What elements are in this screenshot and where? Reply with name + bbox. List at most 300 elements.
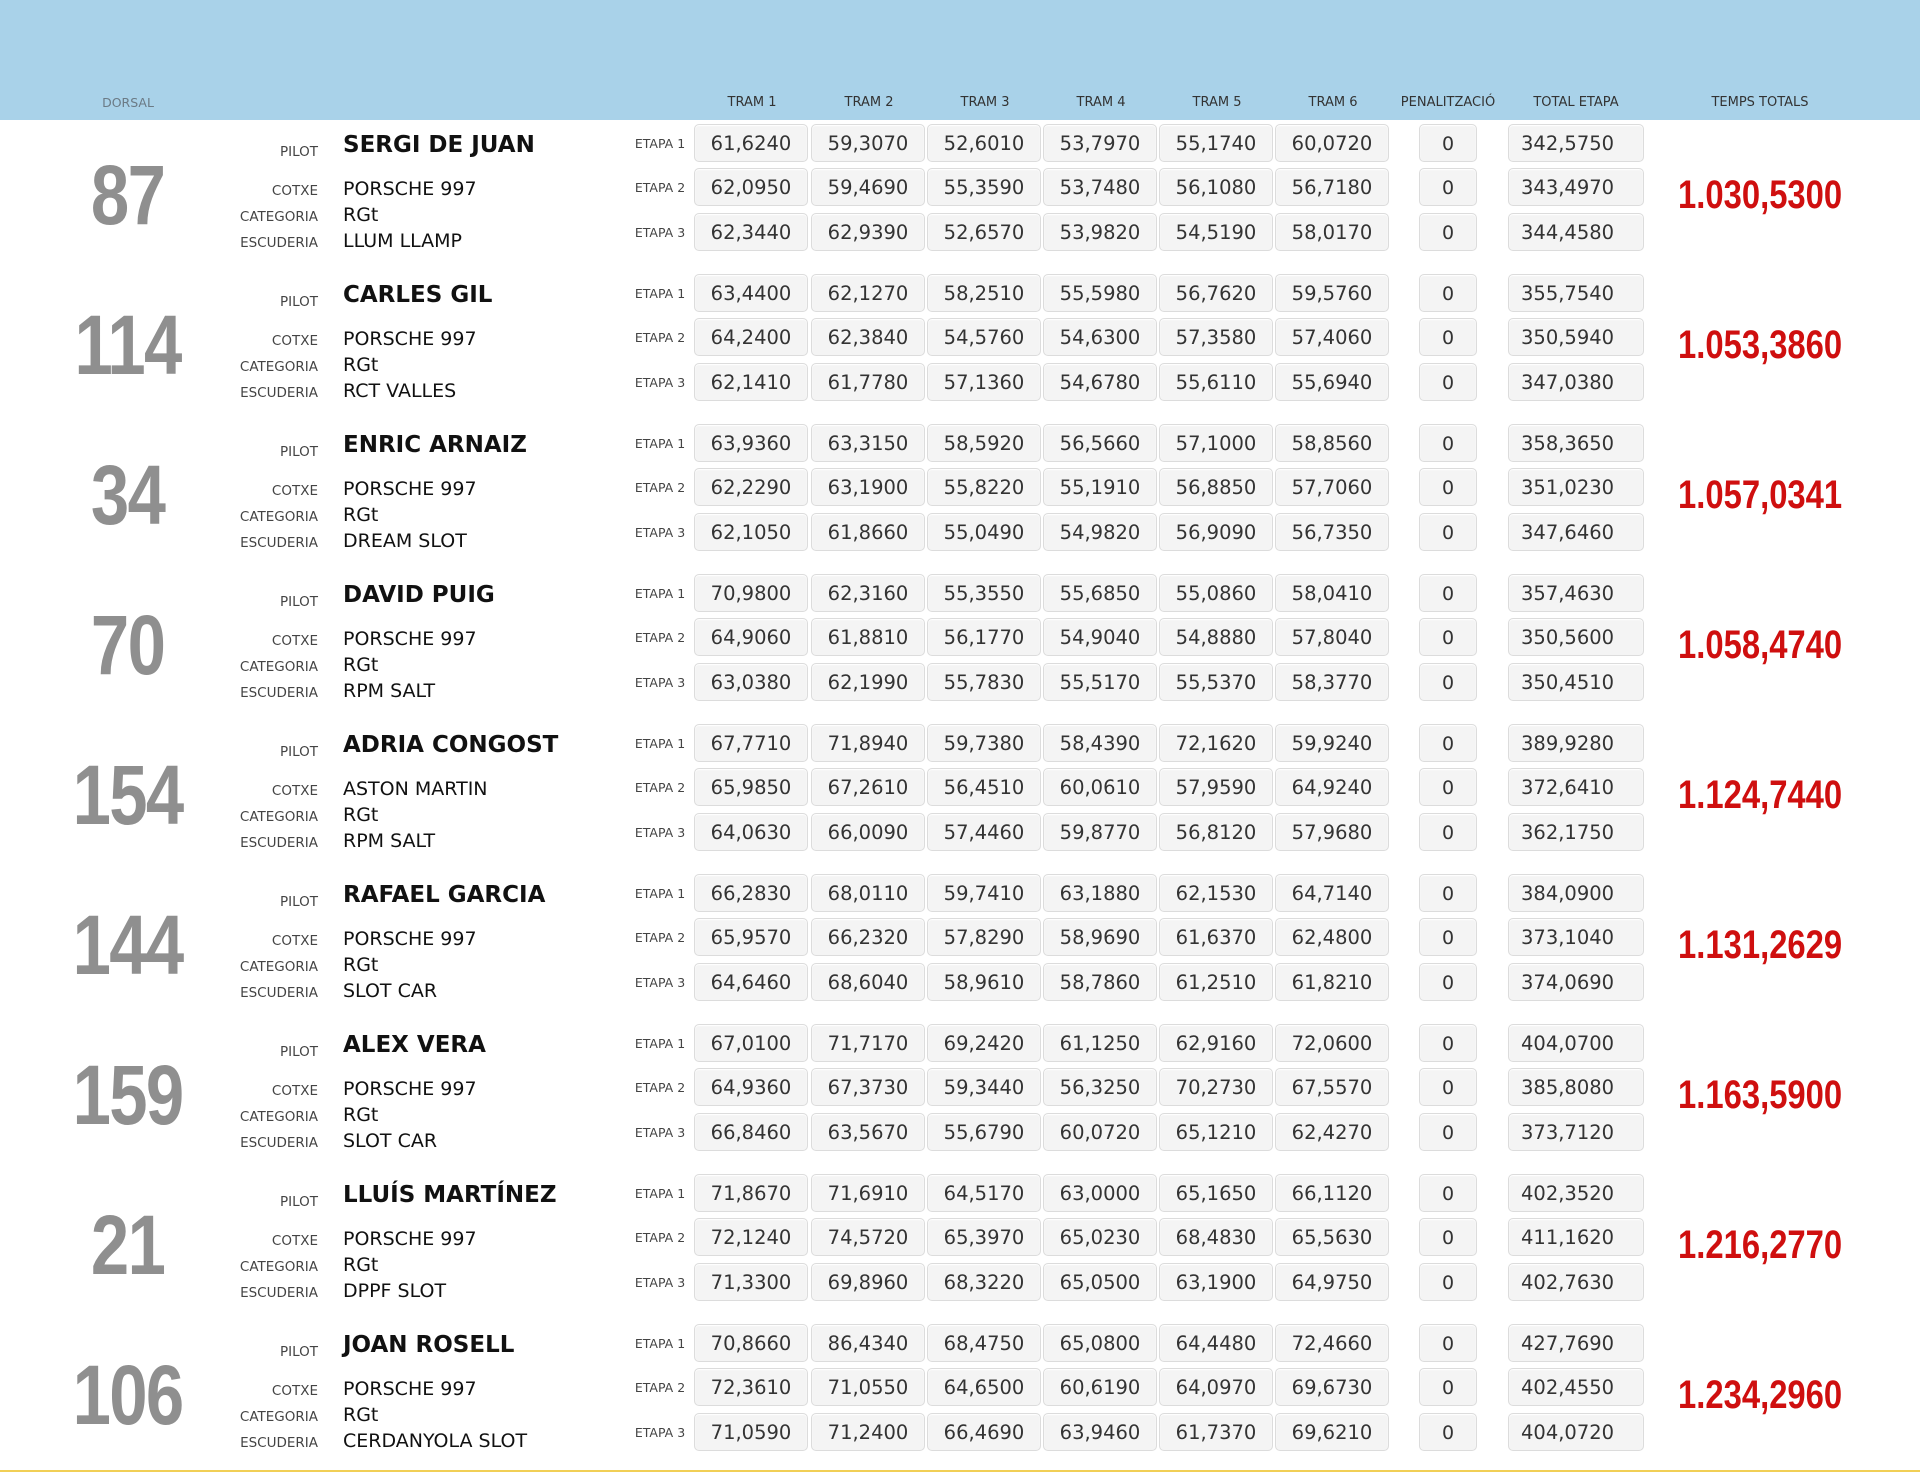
stage-total-cell: 402,4550 [1508,1368,1644,1406]
tram-time-cell: 61,8660 [811,513,925,551]
tram-time-cell: 67,3730 [811,1068,925,1106]
tram-time-cell: 57,1000 [1159,424,1273,462]
tram-time-cell: 57,4460 [927,813,1041,851]
tram-time-cell: 62,0950 [694,168,808,206]
header-tram-4: TRAM 4 [1076,95,1126,110]
etapa-label: ETAPA 1 [634,736,686,751]
penalty-cell: 0 [1419,1024,1477,1062]
tram-time-cell: 55,5980 [1043,274,1157,312]
penalty-cell: 0 [1419,724,1477,762]
tram-time-cell: 64,6500 [927,1368,1041,1406]
stage-total-cell: 342,5750 [1508,124,1644,162]
etapa-label: ETAPA 1 [634,586,686,601]
penalty-cell: 0 [1419,618,1477,656]
stage-total-cell: 344,4580 [1508,213,1644,251]
categoria-label: CATEGORIA [239,809,318,825]
total-time: 1.058,4740 [1678,623,1843,667]
tram-time-cell: 64,4480 [1159,1324,1273,1362]
header-bar [0,0,1920,120]
categoria-label: CATEGORIA [239,209,318,225]
tram-time-cell: 58,0170 [1275,213,1389,251]
tram-time-cell: 67,0100 [694,1024,808,1062]
etapa-label: ETAPA 2 [634,180,686,195]
tram-time-cell: 64,6460 [694,963,808,1001]
tram-time-cell: 59,9240 [1275,724,1389,762]
dorsal-number: 159 [72,1048,183,1142]
tram-time-cell: 67,2610 [811,768,925,806]
pilot-name: CARLES GIL [343,282,493,308]
penalty-cell: 0 [1419,1218,1477,1256]
tram-time-cell: 61,7370 [1159,1413,1273,1451]
penalty-cell: 0 [1419,213,1477,251]
tram-time-cell: 65,0800 [1043,1324,1157,1362]
tram-time-cell: 56,9090 [1159,513,1273,551]
total-time: 1.053,3860 [1678,323,1843,367]
result-entry [0,570,1920,722]
penalty-cell: 0 [1419,918,1477,956]
penalty-cell: 0 [1419,363,1477,401]
tram-time-cell: 64,2400 [694,318,808,356]
tram-time-cell: 55,0490 [927,513,1041,551]
cotxe-label: COTXE [271,333,318,349]
tram-time-cell: 63,1900 [811,468,925,506]
stage-total-cell: 404,0700 [1508,1024,1644,1062]
tram-time-cell: 58,3770 [1275,663,1389,701]
dorsal-number: 70 [90,598,165,692]
categoria-label: CATEGORIA [239,1409,318,1425]
categoria-value: RGt [343,1104,379,1126]
tram-time-cell: 59,7410 [927,874,1041,912]
tram-time-cell: 59,3070 [811,124,925,162]
total-time: 1.124,7440 [1678,773,1843,817]
tram-time-cell: 67,7710 [694,724,808,762]
tram-time-cell: 64,0970 [1159,1368,1273,1406]
penalty-cell: 0 [1419,424,1477,462]
tram-time-cell: 63,0000 [1043,1174,1157,1212]
cotxe-label: COTXE [271,1383,318,1399]
etapa-label: ETAPA 2 [634,1080,686,1095]
tram-time-cell: 63,9460 [1043,1413,1157,1451]
escuderia-value: SLOT CAR [343,1130,438,1152]
pilot-name: JOAN ROSELL [343,1332,515,1358]
cotxe-value: PORSCHE 997 [343,328,477,350]
tram-time-cell: 55,5170 [1043,663,1157,701]
escuderia-label: ESCUDERIA [240,1135,318,1151]
tram-time-cell: 54,5760 [927,318,1041,356]
tram-time-cell: 63,5670 [811,1113,925,1151]
tram-time-cell: 57,9590 [1159,768,1273,806]
escuderia-label: ESCUDERIA [240,1435,318,1451]
dorsal-number: 106 [72,1348,183,1442]
tram-time-cell: 55,8220 [927,468,1041,506]
dorsal-number: 154 [72,748,183,842]
tram-time-cell: 69,2420 [927,1024,1041,1062]
tram-time-cell: 70,8660 [694,1324,808,1362]
tram-time-cell: 57,4060 [1275,318,1389,356]
cotxe-value: PORSCHE 997 [343,1378,477,1400]
tram-time-cell: 62,1050 [694,513,808,551]
tram-time-cell: 66,4690 [927,1413,1041,1451]
tram-time-cell: 55,0860 [1159,574,1273,612]
stage-total-cell: 362,1750 [1508,813,1644,851]
pilot-label: PILOT [279,1194,318,1210]
cotxe-label: COTXE [271,1233,318,1249]
tram-time-cell: 56,8120 [1159,813,1273,851]
total-time: 1.030,5300 [1678,173,1843,217]
penalty-cell: 0 [1419,813,1477,851]
tram-time-cell: 61,8810 [811,618,925,656]
categoria-value: RGt [343,354,379,376]
tram-time-cell: 65,0500 [1043,1263,1157,1301]
etapa-label: ETAPA 1 [634,1036,686,1051]
tram-time-cell: 55,6850 [1043,574,1157,612]
stage-total-cell: 402,3520 [1508,1174,1644,1212]
cotxe-label: COTXE [271,633,318,649]
header-total-etapa: TOTAL ETAPA [1533,95,1619,110]
escuderia-label: ESCUDERIA [240,985,318,1001]
stage-total-cell: 374,0690 [1508,963,1644,1001]
tram-time-cell: 61,8210 [1275,963,1389,1001]
header-tram-3: TRAM 3 [960,95,1010,110]
tram-time-cell: 54,6300 [1043,318,1157,356]
escuderia-label: ESCUDERIA [240,535,318,551]
categoria-value: RGt [343,1254,379,1276]
etapa-label: ETAPA 3 [634,1425,686,1440]
result-entry [0,1320,1920,1472]
tram-time-cell: 62,4270 [1275,1113,1389,1151]
tram-time-cell: 56,7620 [1159,274,1273,312]
etapa-label: ETAPA 3 [634,675,686,690]
penalty-cell: 0 [1419,1263,1477,1301]
tram-time-cell: 69,8960 [811,1263,925,1301]
penalty-cell: 0 [1419,1174,1477,1212]
etapa-label: ETAPA 1 [634,1186,686,1201]
categoria-label: CATEGORIA [239,1109,318,1125]
tram-time-cell: 62,1410 [694,363,808,401]
stage-total-cell: 404,0720 [1508,1413,1644,1451]
etapa-label: ETAPA 2 [634,1380,686,1395]
tram-time-cell: 56,7180 [1275,168,1389,206]
categoria-value: RGt [343,504,379,526]
tram-time-cell: 60,0720 [1043,1113,1157,1151]
tram-time-cell: 71,6910 [811,1174,925,1212]
tram-time-cell: 55,1740 [1159,124,1273,162]
tram-time-cell: 62,3440 [694,213,808,251]
stage-total-cell: 384,0900 [1508,874,1644,912]
cotxe-value: PORSCHE 997 [343,1228,477,1250]
etapa-label: ETAPA 1 [634,136,686,151]
etapa-label: ETAPA 1 [634,286,686,301]
penalty-cell: 0 [1419,468,1477,506]
etapa-label: ETAPA 3 [634,1125,686,1140]
penalty-cell: 0 [1419,1324,1477,1362]
result-entry [0,870,1920,1022]
escuderia-label: ESCUDERIA [240,835,318,851]
stage-total-cell: 347,6460 [1508,513,1644,551]
stage-total-cell: 343,4970 [1508,168,1644,206]
tram-time-cell: 71,7170 [811,1024,925,1062]
tram-time-cell: 58,2510 [927,274,1041,312]
tram-time-cell: 59,4690 [811,168,925,206]
header-tram-1: TRAM 1 [727,95,777,110]
tram-time-cell: 63,1880 [1043,874,1157,912]
cotxe-label: COTXE [271,1083,318,1099]
total-time: 1.163,5900 [1678,1073,1843,1117]
pilot-label: PILOT [279,1044,318,1060]
tram-time-cell: 70,9800 [694,574,808,612]
tram-time-cell: 58,4390 [1043,724,1157,762]
pilot-name: DAVID PUIG [343,582,495,608]
etapa-label: ETAPA 3 [634,975,686,990]
tram-time-cell: 57,7060 [1275,468,1389,506]
penalty-cell: 0 [1419,768,1477,806]
tram-time-cell: 59,7380 [927,724,1041,762]
tram-time-cell: 71,0550 [811,1368,925,1406]
tram-time-cell: 54,9820 [1043,513,1157,551]
etapa-label: ETAPA 3 [634,1275,686,1290]
header-penalitzacio: PENALITZACIÓ [1400,95,1496,110]
categoria-value: RGt [343,1404,379,1426]
etapa-label: ETAPA 1 [634,886,686,901]
stage-total-cell: 350,4510 [1508,663,1644,701]
etapa-label: ETAPA 2 [634,630,686,645]
header-dorsal: DORSAL [102,95,154,110]
cotxe-value: PORSCHE 997 [343,1078,477,1100]
penalty-cell: 0 [1419,168,1477,206]
tram-time-cell: 64,9240 [1275,768,1389,806]
tram-time-cell: 67,5570 [1275,1068,1389,1106]
tram-time-cell: 55,7830 [927,663,1041,701]
tram-time-cell: 71,8940 [811,724,925,762]
pilot-name: RAFAEL GARCIA [343,882,546,908]
etapa-label: ETAPA 2 [634,930,686,945]
stage-total-cell: 355,7540 [1508,274,1644,312]
tram-time-cell: 62,1270 [811,274,925,312]
stage-total-cell: 389,9280 [1508,724,1644,762]
tram-time-cell: 72,0600 [1275,1024,1389,1062]
tram-time-cell: 53,7480 [1043,168,1157,206]
stage-total-cell: 351,0230 [1508,468,1644,506]
tram-time-cell: 72,1240 [694,1218,808,1256]
tram-time-cell: 68,0110 [811,874,925,912]
result-entry [0,420,1920,572]
pilot-label: PILOT [279,444,318,460]
penalty-cell: 0 [1419,574,1477,612]
dorsal-number: 34 [90,448,165,542]
dorsal-number: 21 [90,1198,165,1292]
tram-time-cell: 61,7780 [811,363,925,401]
categoria-value: RGt [343,654,379,676]
cotxe-label: COTXE [271,933,318,949]
tram-time-cell: 62,9390 [811,213,925,251]
escuderia-value: DPPF SLOT [343,1280,447,1302]
tram-time-cell: 63,0380 [694,663,808,701]
tram-time-cell: 58,0410 [1275,574,1389,612]
etapa-label: ETAPA 3 [634,225,686,240]
tram-time-cell: 68,4830 [1159,1218,1273,1256]
tram-time-cell: 57,1360 [927,363,1041,401]
tram-time-cell: 65,1650 [1159,1174,1273,1212]
categoria-label: CATEGORIA [239,659,318,675]
penalty-cell: 0 [1419,1113,1477,1151]
etapa-label: ETAPA 2 [634,780,686,795]
penalty-cell: 0 [1419,513,1477,551]
tram-time-cell: 55,6790 [927,1113,1041,1151]
tram-time-cell: 60,0720 [1275,124,1389,162]
tram-time-cell: 58,9610 [927,963,1041,1001]
tram-time-cell: 57,8290 [927,918,1041,956]
escuderia-value: RCT VALLES [343,380,457,402]
tram-time-cell: 54,6780 [1043,363,1157,401]
total-time: 1.131,2629 [1678,923,1843,967]
tram-time-cell: 72,4660 [1275,1324,1389,1362]
tram-time-cell: 61,1250 [1043,1024,1157,1062]
tram-time-cell: 65,0230 [1043,1218,1157,1256]
result-entry [0,1020,1920,1172]
etapa-label: ETAPA 3 [634,525,686,540]
stage-total-cell: 373,1040 [1508,918,1644,956]
tram-time-cell: 59,3440 [927,1068,1041,1106]
tram-time-cell: 71,2400 [811,1413,925,1451]
stage-total-cell: 427,7690 [1508,1324,1644,1362]
tram-time-cell: 62,3160 [811,574,925,612]
etapa-label: ETAPA 3 [634,825,686,840]
tram-time-cell: 62,4800 [1275,918,1389,956]
tram-time-cell: 60,0610 [1043,768,1157,806]
tram-time-cell: 56,1770 [927,618,1041,656]
total-time: 1.216,2770 [1678,1223,1843,1267]
penalty-cell: 0 [1419,1368,1477,1406]
tram-time-cell: 66,8460 [694,1113,808,1151]
penalty-cell: 0 [1419,1413,1477,1451]
pilot-name: ENRIC ARNAIZ [343,432,527,458]
tram-time-cell: 63,4400 [694,274,808,312]
escuderia-label: ESCUDERIA [240,235,318,251]
pilot-label: PILOT [279,294,318,310]
cotxe-value: PORSCHE 997 [343,928,477,950]
tram-time-cell: 71,0590 [694,1413,808,1451]
escuderia-value: CERDANYOLA SLOT [343,1430,528,1452]
escuderia-value: RPM SALT [343,680,436,702]
pilot-label: PILOT [279,594,318,610]
tram-time-cell: 65,9570 [694,918,808,956]
tram-time-cell: 58,9690 [1043,918,1157,956]
pilot-label: PILOT [279,144,318,160]
tram-time-cell: 86,4340 [811,1324,925,1362]
tram-time-cell: 71,8670 [694,1174,808,1212]
cotxe-value: PORSCHE 997 [343,478,477,500]
escuderia-value: SLOT CAR [343,980,438,1002]
penalty-cell: 0 [1419,318,1477,356]
tram-time-cell: 65,5630 [1275,1218,1389,1256]
header-tram-2: TRAM 2 [844,95,894,110]
tram-time-cell: 61,6240 [694,124,808,162]
etapa-label: ETAPA 2 [634,330,686,345]
stage-total-cell: 373,7120 [1508,1113,1644,1151]
pilot-name: ADRIA CONGOST [343,732,559,758]
tram-time-cell: 58,7860 [1043,963,1157,1001]
tram-time-cell: 58,8560 [1275,424,1389,462]
penalty-cell: 0 [1419,963,1477,1001]
tram-time-cell: 70,2730 [1159,1068,1273,1106]
stage-total-cell: 385,8080 [1508,1068,1644,1106]
tram-time-cell: 64,9750 [1275,1263,1389,1301]
tram-time-cell: 55,6110 [1159,363,1273,401]
tram-time-cell: 68,6040 [811,963,925,1001]
pilot-name: SERGI DE JUAN [343,132,535,158]
tram-time-cell: 55,3550 [927,574,1041,612]
tram-time-cell: 63,1900 [1159,1263,1273,1301]
cotxe-value: PORSCHE 997 [343,178,477,200]
tram-time-cell: 68,3220 [927,1263,1041,1301]
penalty-cell: 0 [1419,274,1477,312]
tram-time-cell: 64,9060 [694,618,808,656]
tram-time-cell: 57,9680 [1275,813,1389,851]
penalty-cell: 0 [1419,124,1477,162]
header-temps-totals: TEMPS TOTALS [1711,95,1809,110]
tram-time-cell: 65,1210 [1159,1113,1273,1151]
escuderia-value: LLUM LLAMP [343,230,463,252]
tram-time-cell: 69,6730 [1275,1368,1389,1406]
stage-total-cell: 411,1620 [1508,1218,1644,1256]
tram-time-cell: 55,3590 [927,168,1041,206]
tram-time-cell: 56,4510 [927,768,1041,806]
categoria-label: CATEGORIA [239,1259,318,1275]
tram-time-cell: 57,3580 [1159,318,1273,356]
cotxe-label: COTXE [271,483,318,499]
tram-time-cell: 55,1910 [1043,468,1157,506]
tram-time-cell: 69,6210 [1275,1413,1389,1451]
tram-time-cell: 62,3840 [811,318,925,356]
etapa-label: ETAPA 1 [634,1336,686,1351]
stage-total-cell: 402,7630 [1508,1263,1644,1301]
tram-time-cell: 71,3300 [694,1263,808,1301]
stage-total-cell: 350,5600 [1508,618,1644,656]
tram-time-cell: 64,0630 [694,813,808,851]
tram-time-cell: 55,5370 [1159,663,1273,701]
tram-time-cell: 66,0090 [811,813,925,851]
etapa-label: ETAPA 2 [634,1230,686,1245]
penalty-cell: 0 [1419,663,1477,701]
tram-time-cell: 66,2830 [694,874,808,912]
pilot-name: ALEX VERA [343,1032,486,1058]
cotxe-value: PORSCHE 997 [343,628,477,650]
categoria-value: RGt [343,954,379,976]
tram-time-cell: 65,3970 [927,1218,1041,1256]
total-time: 1.057,0341 [1678,473,1843,517]
result-entry [0,1170,1920,1322]
tram-time-cell: 59,8770 [1043,813,1157,851]
stage-total-cell: 350,5940 [1508,318,1644,356]
tram-time-cell: 66,2320 [811,918,925,956]
categoria-label: CATEGORIA [239,359,318,375]
penalty-cell: 0 [1419,874,1477,912]
tram-time-cell: 64,9360 [694,1068,808,1106]
cotxe-value: ASTON MARTIN [343,778,488,800]
tram-time-cell: 62,1990 [811,663,925,701]
pilot-label: PILOT [279,1344,318,1360]
tram-time-cell: 56,3250 [1043,1068,1157,1106]
categoria-value: RGt [343,804,379,826]
cotxe-label: COTXE [271,183,318,199]
tram-time-cell: 66,1120 [1275,1174,1389,1212]
categoria-label: CATEGORIA [239,959,318,975]
dorsal-number: 87 [90,148,165,242]
tram-time-cell: 62,1530 [1159,874,1273,912]
stage-total-cell: 357,4630 [1508,574,1644,612]
stage-total-cell: 347,0380 [1508,363,1644,401]
tram-time-cell: 58,5920 [927,424,1041,462]
